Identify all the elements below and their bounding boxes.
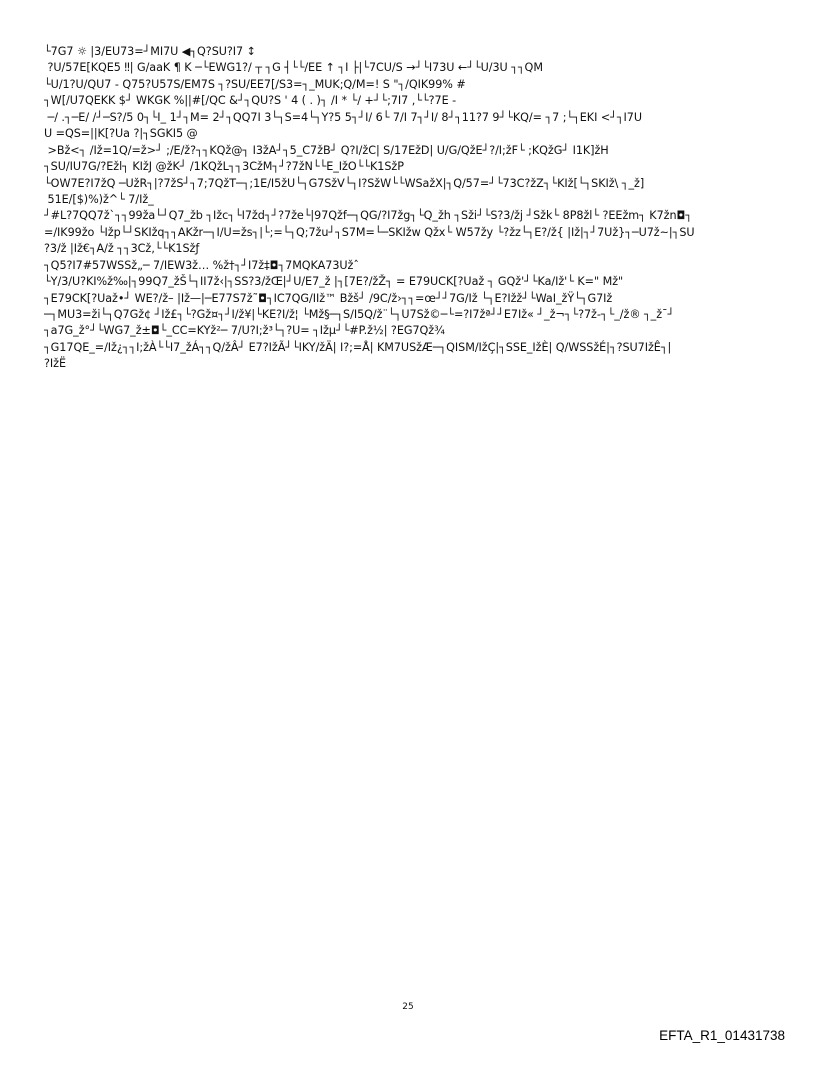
text-line: ┐SU/IU7G/?Ežl┐ KIžJ @žK┘ /1KQžL┐┐3CžM┐┘?7žN└└E_IžO└└K1SžP: [44, 160, 404, 174]
text-line: ?3/ž |Iž€┐A/ž ┐┐3Cž‚└└K1Sžƒ: [44, 242, 200, 256]
text-line: └U/1?U/QU7 - Q75?U57S/EM7S ┐?SU/EE7[/S3=┐_MUK;Q/M=! S "┐/QIK99% #: [44, 77, 466, 91]
text-line: U =QS=||K[?Ua ?|┐SGKI5 @: [44, 127, 198, 141]
document-id: EFTA_R1_01431738: [659, 1028, 785, 1043]
text-line: ┐E79CK[?Uaž•┘ WE?/ž– |Iž—|─E77S7ž˜◘┐IC7QG/IIž™ Bžš┘ /9C/ž›┐┐=œ┘┘7G/Iž └┐E?Ižž┘└WaI_žŸ└┐G7Iž: [44, 291, 613, 305]
text-line: ┐a7G_ž°┘└WG7_ž±◘└_CC=KYž²─ 7/U?I;ž³└┐?U= ┐Ižµ┘└#P.ž½| ?EG7Qž¾: [44, 324, 445, 338]
page-number: 25: [402, 1002, 414, 1012]
text-line: └7G7 ☼ |3/EU73=┘MI7U ◀┐Q?SU?I7 ↕: [44, 45, 256, 58]
text-line: ?U/57E[KQE5 ‼| G/aaK ¶ K ─└EWG1?/ ┬ ┐G ┤└└/EE ↑ ┐I ├|└7CU/S →┘└I73U ←┘└U/3U ┐┐QM: [44, 61, 543, 75]
text-line: ┘#L?7QQ7ž`┐┐99ža└┘Q7_žb ┐Ižc┐└I7žd┐┘?7že└|97Qžf─┐QG/?I7žg┐└Q_žh ┐Sži┘└S?3/žj ┘Sžk└ 8P8žl└ ?EEžm┐ K7žn◘┐: [44, 209, 693, 223]
text-line: ─/ .┐─E/ /┘─S?/5 0┐└I_ 1┘┐M= 2┘┐QQ7I 3└┐S=4└┐Y?5 5┐┘I/ 6└ 7/I 7┐┘I/ 8┘┐11?7 9┘└KQ/= ┐7 ;└┐EKI <┘┐I7U: [44, 110, 643, 124]
text-line: ┐W[/U7QEKK $┘ WKGK %||#[/QC &┘┐QU?S ' 4 ( . )┐ /I * └/ +┘└;7I7 ,└└?7E -: [44, 94, 457, 108]
text-line: ┐Q5?I7#57WSSž„─ 7/IEW3ž… %ž†┐┘I7ž‡◘┐7MQKA73Užˆ: [44, 258, 359, 272]
text-line: └Y/3/U?KI%ž‰|┐99Q7_žŠ└┐II7ž‹|┐SS?3/žŒ|┘U/E7_ž |┐[7E?/žŽ┐ = E79UCK[?Uaž ┐ GQž'┘└Ka/Iž'└ K=" Mž": [44, 275, 624, 289]
text-line: ?IžË: [44, 357, 66, 371]
text-line: 51E/[$)%)ž^└ 7/Iž_: [44, 192, 154, 206]
text-line: ─┐MU3=ži└┐Q7Gž¢ ┘Iž£┐└?Gž¤┐┘I/ž¥|└KE?I/ž¦ └Mž§─┐S/I5Q/ž¨└┐U7Sž©─└=?I7žª┘┘E7Iž« ┘_ž¬┐└?7ž-┐└_/ž® ┐_ž¯┘: [44, 308, 675, 321]
text-line: └OW7E?I7žQ ─UžR┐|?7žS┘┐7;7QžT─┐;1E/I5žU└┐G7SžV└┐I?SžW└└WSažX|┐Q/57=┘└73C?žZ┐└KIž[└┐SKIž\ ┐_ž]: [44, 176, 645, 190]
text-line: =/IK99žo └Ižp└┘SKIžq┐┐AKžr─┐I/U=žs┐|└;=└┐Q;7žu┘┐S7M=└─SKIžw Qžx└ W57žy └?žz└┐E?/ž{ |Iž|┐┘7Už}┐─U7ž~|┐SU: [44, 225, 695, 239]
text-line: >Bž<┐ /Iž=1Q/=ž>┘ ;/E/ž?┐┐KQž@┐ I3žA┘┐5_C7žB┘ Q?I/žC| S/17EžD| U/G/QžE┘?/I;žF└ ;KQžG┘ I1K]žH: [44, 143, 609, 157]
garbled-text-block: [44, 44, 774, 373]
text-line: ┐G17QE_=/Iž¿┐┐I;žÀ└└I7_žÁ┐┐Q/žÂ┘ E7?IžÃ┘└IKY/žÄ| I?;=Å| KM7USžÆ─┐QISM/IžÇ|┐SSE_IžÈ| Q/WSSžÉ|┐?SU7IžÊ┐|: [44, 340, 672, 354]
